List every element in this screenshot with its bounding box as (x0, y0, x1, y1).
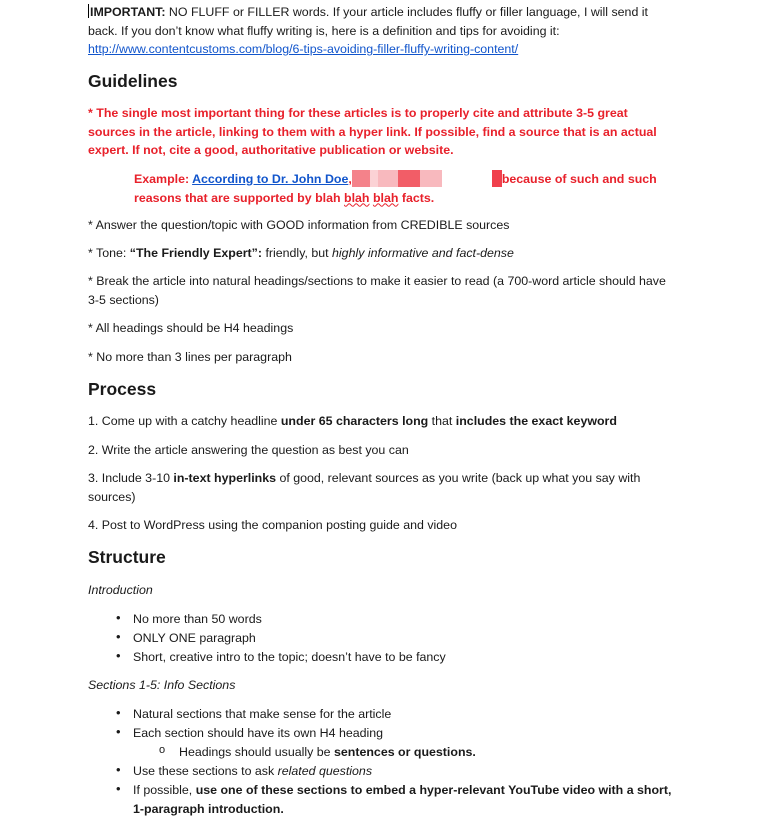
redaction-block (420, 170, 442, 187)
step1-a: 1. Come up with a catchy headline (88, 414, 281, 428)
tone-mid: friendly, but (262, 246, 333, 260)
tone-italic: highly informative and fact-dense (332, 246, 514, 260)
sections-bullet: Each section should have its own H4 heading (133, 726, 384, 740)
fluffy-writing-link[interactable]: http://www.contentcustoms.com/blog/6-tips-avoiding-filler-fluffy-writing-content/ (88, 42, 519, 56)
sections-bullet: Natural sections that make sense for the article (133, 707, 392, 721)
important-label: IMPORTANT: (90, 5, 166, 19)
redaction-block (370, 170, 378, 187)
redaction-block (352, 170, 370, 187)
sec-b4-a: If possible, (133, 783, 196, 797)
guideline-answer: * Answer the question/topic with GOOD information from CREDIBLE sources (88, 218, 510, 232)
step1-b: under 65 characters long (280, 414, 429, 428)
intro-bullet: No more than 50 words (133, 612, 262, 626)
sec-b3-a: Use these sections to ask (133, 764, 278, 778)
step3-c: of good, relevant sources as you write (back up what you say with sources) (88, 471, 641, 504)
bullet-icon: • (116, 648, 121, 663)
step1-c: that (428, 414, 456, 428)
sections-bullet (133, 781, 673, 818)
bullet-icon: • (116, 762, 121, 777)
sections-bullet (133, 762, 372, 781)
sources-note: * The single most important thing for these articles is to properly cite and attribute 3-5 great sources in the article, linking to them with a hyper link. If possible, find a source that is an actual expert. If not, cite a good, authoritative publication or website. (88, 106, 657, 157)
process-step-2: 2. Write the article answering the question as best you can (88, 443, 409, 457)
example-after-redaction: because of such and such (501, 172, 657, 186)
guideline-break: * Break the article into natural headings/sections to make it easier to read (a 700-word article should have 3-5 sections) (88, 274, 666, 307)
sub-b: sentences or questions. (334, 745, 476, 759)
sections-label: Sections 1-5: Info Sections (88, 678, 236, 692)
bullet-icon: • (116, 724, 121, 739)
sub-bullet-icon: o (159, 744, 166, 756)
sections-sub-bullet (179, 743, 476, 762)
text-cursor (88, 4, 89, 18)
step3-b: in-text hyperlinks (173, 471, 277, 485)
misspelled-word: blah (344, 190, 370, 205)
misspelled-word: blah (372, 190, 399, 205)
bullet-icon: • (116, 781, 121, 796)
redaction-block (492, 170, 502, 187)
intro-bullet: Short, creative intro to the topic; doesn’t have to be fancy (133, 650, 446, 664)
sec-b4-b: use one of these sections to embed a hyper-relevant YouTube video with a short, 1-paragraph introduction. (133, 783, 672, 816)
bullet-icon: • (116, 610, 121, 625)
introduction-label: Introduction (88, 583, 153, 597)
example-line2-end: facts. (398, 190, 435, 205)
bullet-icon: • (116, 705, 121, 720)
bullet-icon: • (116, 629, 121, 644)
example-label: Example: (134, 172, 190, 186)
example-comma: , (348, 172, 352, 186)
intro-bullet: ONLY ONE paragraph (133, 631, 256, 645)
tone-prefix: * Tone: (88, 246, 130, 260)
redaction-block (378, 170, 398, 187)
structure-heading: Structure (88, 547, 166, 567)
step3-a: 3. Include 3-10 (88, 471, 174, 485)
guideline-lines: * No more than 3 lines per paragraph (88, 350, 292, 364)
process-step-4: 4. Post to WordPress using the companion posting guide and video (88, 518, 457, 532)
example-paragraph (134, 170, 674, 207)
important-text: NO FLUFF or FILLER words. If your article includes fluffy or filler language, I will send it back. If you don’t know what fluffy writing is, here is a definition and tips for avoiding it: (88, 5, 648, 38)
step1-d: includes the exact keyword (455, 414, 617, 428)
example-link[interactable]: According to Dr. John Doe (192, 172, 349, 186)
process-step-3 (88, 469, 673, 506)
important-paragraph (88, 3, 668, 59)
guideline-tone (88, 244, 668, 263)
example-line2-start: reasons that are supported by blah (134, 190, 344, 205)
redaction-block (442, 170, 492, 187)
guidelines-heading: Guidelines (88, 71, 178, 91)
tone-bold: “The Friendly Expert”: (129, 246, 262, 260)
process-step-1 (88, 412, 668, 431)
guideline-headings: * All headings should be H4 headings (88, 321, 294, 335)
sec-b3-b: related questions (277, 764, 373, 778)
redaction-block (398, 170, 420, 187)
sub-a: Headings should usually be (179, 745, 334, 759)
process-heading: Process (88, 379, 157, 399)
